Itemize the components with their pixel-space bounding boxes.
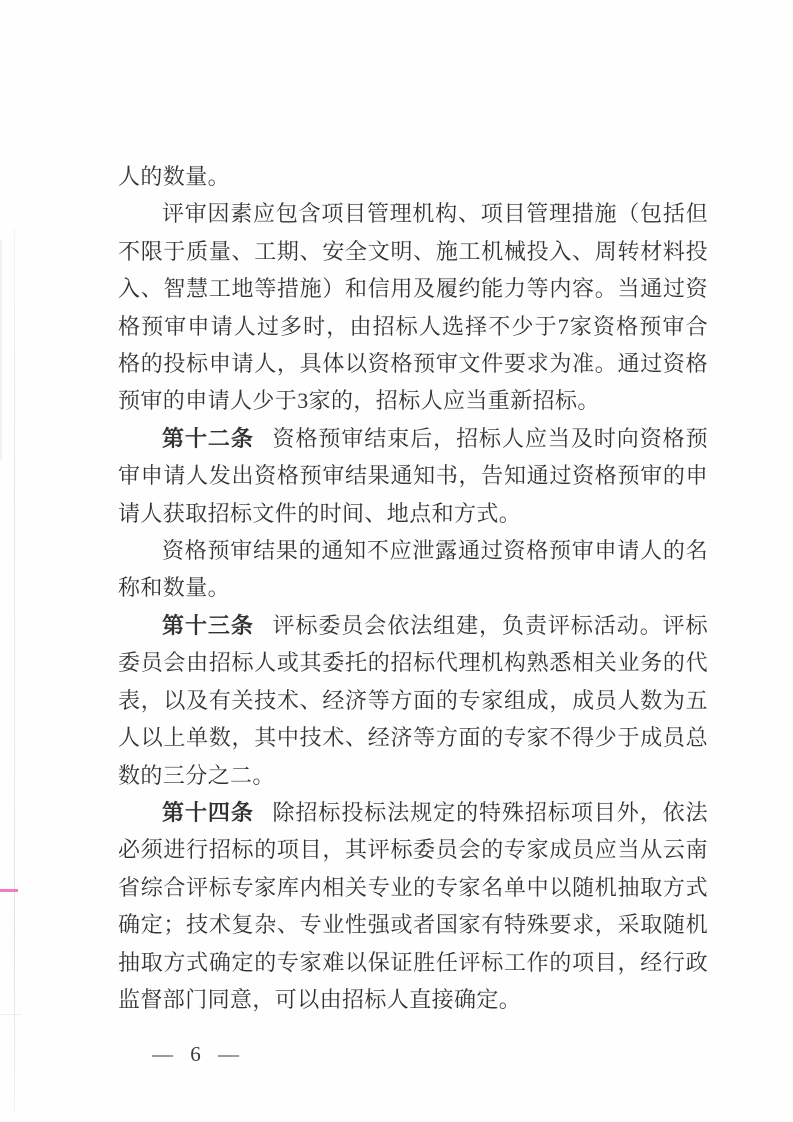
scan-edge-shadow [0,240,2,460]
scan-fold-tick [0,1014,22,1015]
paragraph: 人的数量。 [118,164,231,189]
paragraph: 第十三条 评标委员会依法组建，负责评标活动。评标委员会由招标人或其委托的招标代理机构熟悉相关业务的代表，以及有关技术、经济等方面的专家组成，成员人数为五人以上单数，其中技术、经济等方面的专家不得少于成员总数的三分之二。 [118,612,708,788]
page-number: — 6 — [152,1042,245,1066]
paragraph: 评审因素应包含项目管理机构、项目管理措施（包括但不限于质量、工期、安全文明、施工机械投入、周转材料投入、智慧工地等措施）和信用及履约能力等内容。当通过资格预审申请人过多时，由招标人选择不少于7家资格预审合格的投标申请人，具体以资格预审文件要求为准。通过资格预审的申请人少于3家的，招标人应当重新招标。 [118,201,708,414]
document-body [118,158,708,1018]
clause-number-heading: 第十三条 [162,612,254,638]
paragraph: 第十二条 资格预审结束后，招标人应当及时向资格预审申请人发出资格预审结果通知书，告知通过资格预审的申请人获取招标文件的时间、地点和方式。 [118,425,708,526]
clause-number-heading: 第十二条 [162,425,254,451]
pink-scan-mark [0,889,18,892]
scan-fold-line-vertical [14,228,15,1112]
paragraph: 资格预审结果的通知不应泄露通过资格预审申请人的名称和数量。 [118,538,708,601]
paragraph: 第十四条 除招标投标法规定的特殊招标项目外，依法必须进行招标的项目，其评标委员会的专家成员应当从云南省综合评标专家库内相关专业的专家名单中以随机抽取方式确定；技术复杂、专业性强或者国家有特殊要求，采取随机抽取方式确定的专家难以保证胜任评标工作的项目，经行政监督部门同意，可以由招标人直接确定。 [118,799,708,1012]
clause-number-heading: 第十四条 [162,799,254,825]
